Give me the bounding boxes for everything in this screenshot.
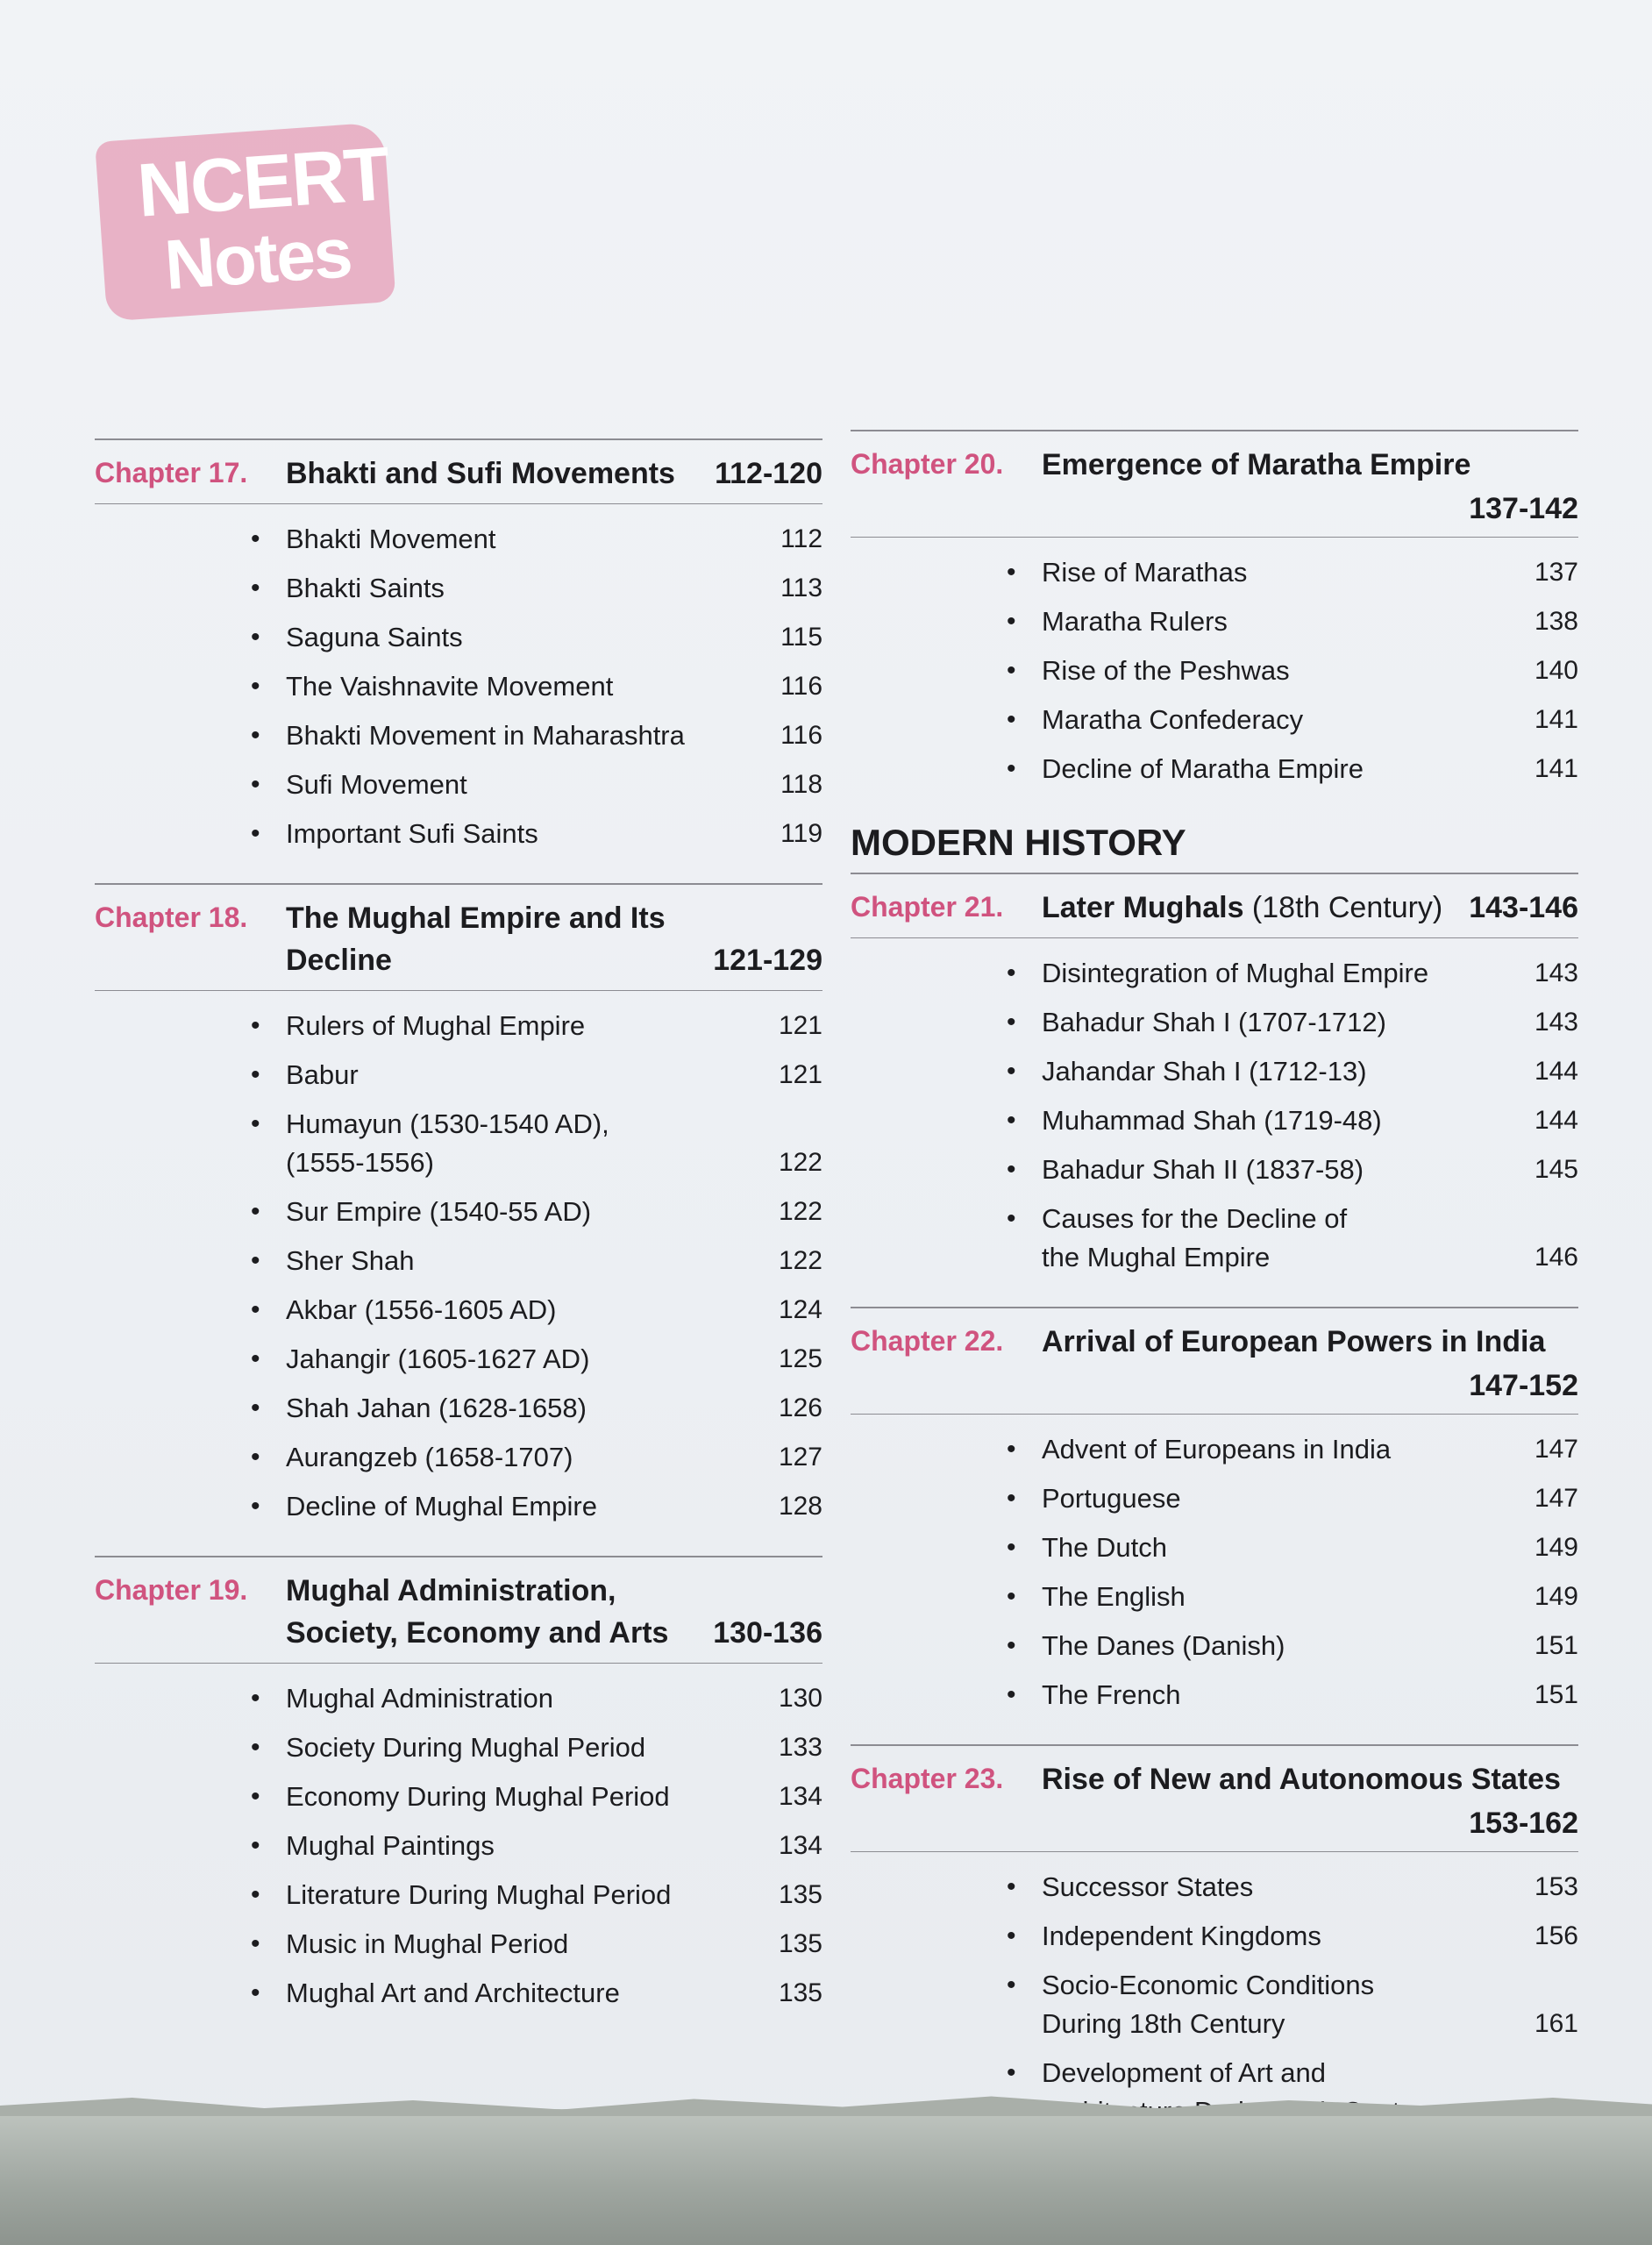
section-title: MODERN HISTORY bbox=[851, 822, 1186, 863]
list-item bbox=[251, 662, 822, 711]
chapter-title: Bhakti and Sufi Movements bbox=[286, 457, 675, 490]
topic-page: 153 bbox=[1534, 1872, 1578, 1901]
list-item bbox=[1007, 1194, 1578, 1282]
chapter-23 bbox=[851, 1744, 1578, 2136]
topic-text: Maratha Rulers bbox=[1042, 606, 1228, 637]
bullet-icon: • bbox=[251, 1011, 260, 1040]
bottom-torn-edge bbox=[0, 2109, 1652, 2245]
topic-page: 119 bbox=[780, 819, 822, 848]
topic-text: Jahangir (1605-1627 AD) bbox=[286, 1343, 590, 1374]
topic-page: 125 bbox=[778, 1344, 822, 1373]
chapter-pages: 153-162 bbox=[1469, 1807, 1578, 1840]
topic-page: 151 bbox=[1534, 1680, 1578, 1709]
topic-page: 149 bbox=[1534, 1533, 1578, 1562]
topic-page: 143 bbox=[1534, 1008, 1578, 1037]
list-item bbox=[1007, 597, 1578, 646]
topic-text: Independent Kingdoms bbox=[1042, 1921, 1321, 1951]
topic-page: 122 bbox=[778, 1197, 822, 1226]
topic-page: 151 bbox=[1534, 1631, 1578, 1660]
list-item bbox=[1007, 745, 1578, 794]
chapter-17 bbox=[95, 438, 822, 859]
list-item bbox=[1007, 1912, 1578, 1961]
bullet-icon: • bbox=[1007, 656, 1016, 685]
bullet-icon: • bbox=[251, 524, 260, 553]
topic-text: Humayun (1530-1540 AD), (1555-1556) bbox=[286, 1108, 609, 1178]
chapter-header bbox=[95, 1570, 822, 1664]
chapter-pages: 143-146 bbox=[1469, 891, 1578, 924]
chapter-header bbox=[851, 444, 1578, 538]
bullet-icon: • bbox=[1007, 1533, 1016, 1562]
bullet-icon: • bbox=[251, 819, 260, 848]
chapter-title: Rise of New and Autonomous States bbox=[1042, 1763, 1561, 1796]
chapter-pages: 130-136 bbox=[713, 1616, 822, 1650]
bullet-icon: • bbox=[1007, 1484, 1016, 1513]
topic-page: 122 bbox=[778, 1148, 822, 1177]
topic-text: Bhakti Movement in Maharashtra bbox=[286, 720, 685, 751]
topic-page: 149 bbox=[1534, 1582, 1578, 1611]
bullet-icon: • bbox=[251, 1393, 260, 1422]
chapter-header bbox=[95, 453, 822, 504]
list-item bbox=[1007, 1047, 1578, 1096]
topic-text: The Danes (Danish) bbox=[1042, 1630, 1285, 1661]
topic-list bbox=[851, 949, 1578, 1282]
list-item bbox=[251, 1384, 822, 1433]
bullet-icon: • bbox=[251, 623, 260, 652]
topic-page: 143 bbox=[1534, 959, 1578, 987]
topic-text: Aurangzeb (1658-1707) bbox=[286, 1442, 573, 1472]
chapter-title-light: (18th Century) bbox=[1243, 891, 1443, 924]
chapter-title: Arrival of European Powers in India bbox=[1042, 1325, 1546, 1358]
topic-page: 113 bbox=[780, 574, 822, 602]
topic-text: Disintegration of Mughal Empire bbox=[1042, 958, 1429, 988]
topic-list bbox=[851, 548, 1578, 794]
topic-page: 141 bbox=[1534, 705, 1578, 734]
topic-text: Society During Mughal Period bbox=[286, 1732, 646, 1763]
topic-text: Babur bbox=[286, 1059, 359, 1090]
bullet-icon: • bbox=[1007, 2058, 1016, 2087]
bullet-icon: • bbox=[251, 1295, 260, 1324]
topic-text: Rise of Marathas bbox=[1042, 557, 1248, 588]
topic-text: Shah Jahan (1628-1658) bbox=[286, 1393, 587, 1423]
topic-page: 121 bbox=[778, 1060, 822, 1089]
topic-page: 144 bbox=[1534, 1106, 1578, 1135]
chapter-pages: 121-129 bbox=[713, 944, 822, 977]
chapter-title: Mughal Administration, Society, Economy and Arts bbox=[286, 1574, 669, 1650]
bullet-icon: • bbox=[1007, 705, 1016, 734]
bullet-icon: • bbox=[1007, 1204, 1016, 1233]
list-item bbox=[1007, 1096, 1578, 1145]
topic-text: Important Sufi Saints bbox=[286, 818, 538, 849]
right-column bbox=[851, 430, 1578, 2136]
list-item bbox=[251, 1674, 822, 1723]
list-item bbox=[251, 1187, 822, 1237]
list-item bbox=[251, 760, 822, 809]
topic-text: The Vaishnavite Movement bbox=[286, 671, 614, 702]
topic-page: 147 bbox=[1534, 1435, 1578, 1464]
chapter-20 bbox=[851, 430, 1578, 794]
topic-page: 127 bbox=[778, 1443, 822, 1472]
chapter-number: Chapter 21. bbox=[851, 891, 1004, 923]
topic-text: Portuguese bbox=[1042, 1483, 1181, 1514]
list-item bbox=[251, 1871, 822, 1920]
list-item bbox=[1007, 646, 1578, 695]
topic-page: 134 bbox=[778, 1782, 822, 1811]
topic-text: Music in Mughal Period bbox=[286, 1928, 569, 1959]
topic-page: 144 bbox=[1534, 1057, 1578, 1086]
bullet-icon: • bbox=[1007, 959, 1016, 987]
logo-line-1: NCERT bbox=[134, 131, 391, 233]
topic-page: 118 bbox=[780, 770, 822, 799]
list-item bbox=[251, 1051, 822, 1100]
chapter-pages: 137-142 bbox=[1469, 492, 1578, 525]
topic-text: The English bbox=[1042, 1581, 1186, 1612]
list-item bbox=[251, 1433, 822, 1482]
topic-text: Mughal Art and Architecture bbox=[286, 1978, 620, 2008]
chapter-pages: 147-152 bbox=[1469, 1369, 1578, 1402]
topic-text: Decline of Maratha Empire bbox=[1042, 753, 1364, 784]
topic-text: Sufi Movement bbox=[286, 769, 467, 800]
list-item bbox=[251, 1001, 822, 1051]
topic-page: 116 bbox=[780, 721, 822, 750]
topic-page: 135 bbox=[778, 1978, 822, 2007]
topic-text: Causes for the Decline of the Mughal Empire bbox=[1042, 1203, 1348, 1272]
bullet-icon: • bbox=[1007, 1872, 1016, 1901]
topic-list bbox=[851, 1425, 1578, 1720]
bullet-icon: • bbox=[251, 574, 260, 602]
list-item bbox=[251, 564, 822, 613]
topic-list bbox=[95, 1674, 822, 2018]
chapter-21 bbox=[851, 873, 1578, 1282]
topic-page: 141 bbox=[1534, 754, 1578, 783]
topic-text: The Dutch bbox=[1042, 1532, 1168, 1563]
topic-page: 116 bbox=[780, 672, 822, 701]
list-item bbox=[1007, 548, 1578, 597]
bullet-icon: • bbox=[1007, 1582, 1016, 1611]
list-item bbox=[251, 1969, 822, 2018]
topic-list bbox=[851, 1863, 1578, 2136]
list-item bbox=[251, 1100, 822, 1187]
topic-text: Successor States bbox=[1042, 1871, 1254, 1902]
chapter-header bbox=[851, 1321, 1578, 1415]
topic-list bbox=[95, 1001, 822, 1531]
logo-line-2: Notes bbox=[161, 213, 353, 304]
list-item bbox=[251, 613, 822, 662]
chapter-header bbox=[95, 897, 822, 991]
topic-text: Sur Empire (1540-55 AD) bbox=[286, 1196, 592, 1227]
bullet-icon: • bbox=[1007, 1155, 1016, 1184]
chapter-18 bbox=[95, 883, 822, 1531]
topic-page: 130 bbox=[778, 1684, 822, 1713]
topic-list bbox=[95, 515, 822, 859]
bullet-icon: • bbox=[251, 1344, 260, 1373]
topic-text: Decline of Mughal Empire bbox=[286, 1491, 597, 1522]
bullet-icon: • bbox=[251, 1197, 260, 1226]
bullet-icon: • bbox=[251, 1246, 260, 1275]
topic-page: 161 bbox=[1534, 2009, 1578, 2038]
topic-text: Bahadur Shah II (1837-58) bbox=[1042, 1154, 1364, 1185]
bullet-icon: • bbox=[1007, 1921, 1016, 1950]
chapter-number: Chapter 20. bbox=[851, 448, 1004, 480]
bullet-icon: • bbox=[1007, 754, 1016, 783]
bullet-icon: • bbox=[251, 1443, 260, 1472]
list-item bbox=[251, 1482, 822, 1531]
topic-page: 124 bbox=[778, 1295, 822, 1324]
list-item bbox=[1007, 1425, 1578, 1474]
topic-page: 135 bbox=[778, 1929, 822, 1958]
topic-text: Literature During Mughal Period bbox=[286, 1879, 672, 1910]
bullet-icon: • bbox=[251, 770, 260, 799]
topic-text: Socio-Economic Conditions During 18th Century bbox=[1042, 1970, 1375, 2039]
topic-text: Jahandar Shah I (1712-13) bbox=[1042, 1056, 1367, 1087]
bullet-icon: • bbox=[1007, 1971, 1016, 1999]
list-item bbox=[251, 1237, 822, 1286]
topic-page: 140 bbox=[1534, 656, 1578, 685]
left-column bbox=[95, 438, 822, 2018]
list-item bbox=[1007, 1145, 1578, 1194]
bullet-icon: • bbox=[251, 721, 260, 750]
list-item bbox=[251, 809, 822, 859]
topic-page: 112 bbox=[780, 524, 822, 553]
bullet-icon: • bbox=[251, 1109, 260, 1138]
chapter-title: Emergence of Maratha Empire bbox=[1042, 448, 1471, 481]
chapter-header bbox=[851, 887, 1578, 938]
topic-text: Muhammad Shah (1719-48) bbox=[1042, 1105, 1382, 1136]
topic-text: Development of Art and bbox=[1042, 2057, 1326, 2088]
chapter-title: The Mughal Empire and Its Decline bbox=[286, 902, 666, 977]
bullet-icon: • bbox=[1007, 1057, 1016, 1086]
topic-text: Akbar (1556-1605 AD) bbox=[286, 1294, 557, 1325]
bullet-icon: • bbox=[251, 1880, 260, 1909]
list-item bbox=[251, 1772, 822, 1821]
list-item bbox=[251, 711, 822, 760]
list-item bbox=[1007, 949, 1578, 998]
chapter-title-bold: Later Mughals bbox=[1042, 891, 1244, 924]
topic-text: Sher Shah bbox=[286, 1245, 415, 1276]
list-item bbox=[251, 1821, 822, 1871]
topic-page: 126 bbox=[778, 1393, 822, 1422]
list-item bbox=[1007, 1961, 1578, 2049]
topic-text: Economy During Mughal Period bbox=[286, 1781, 670, 1812]
chapter-number: Chapter 23. bbox=[851, 1763, 1004, 1794]
chapter-19 bbox=[95, 1556, 822, 2018]
list-item bbox=[1007, 1863, 1578, 1912]
chapter-number: Chapter 18. bbox=[95, 902, 248, 933]
bullet-icon: • bbox=[1007, 1631, 1016, 1660]
bullet-icon: • bbox=[1007, 1106, 1016, 1135]
bullet-icon: • bbox=[251, 1733, 260, 1762]
topic-page: 135 bbox=[778, 1880, 822, 1909]
topic-text: Rise of the Peshwas bbox=[1042, 655, 1290, 686]
bullet-icon: • bbox=[251, 1492, 260, 1521]
topic-page: 134 bbox=[778, 1831, 822, 1860]
topic-text: Saguna Saints bbox=[286, 622, 463, 652]
list-item bbox=[251, 1335, 822, 1384]
topic-page: 137 bbox=[1534, 558, 1578, 587]
list-item bbox=[1007, 695, 1578, 745]
topic-page: 115 bbox=[780, 623, 822, 652]
list-item bbox=[1007, 1523, 1578, 1572]
topic-text: Rulers of Mughal Empire bbox=[286, 1010, 586, 1041]
topic-text: The French bbox=[1042, 1679, 1181, 1710]
bullet-icon: • bbox=[251, 1978, 260, 2007]
topic-text: Mughal Paintings bbox=[286, 1830, 495, 1861]
list-item bbox=[251, 515, 822, 564]
bullet-icon: • bbox=[251, 1929, 260, 1958]
topic-page: 128 bbox=[778, 1492, 822, 1521]
topic-page: 147 bbox=[1534, 1484, 1578, 1513]
topic-page: 145 bbox=[1534, 1155, 1578, 1184]
list-item bbox=[1007, 1621, 1578, 1671]
list-item bbox=[1007, 1572, 1578, 1621]
topic-page: 122 bbox=[778, 1246, 822, 1275]
bullet-icon: • bbox=[251, 1684, 260, 1713]
bullet-icon: • bbox=[1007, 1680, 1016, 1709]
bullet-icon: • bbox=[251, 1782, 260, 1811]
topic-text: Bhakti Saints bbox=[286, 573, 445, 603]
chapter-title bbox=[1042, 887, 1469, 929]
topic-page: 121 bbox=[778, 1011, 822, 1040]
chapter-22 bbox=[851, 1307, 1578, 1720]
bullet-icon: • bbox=[251, 672, 260, 701]
list-item bbox=[1007, 1474, 1578, 1523]
bullet-icon: • bbox=[1007, 1435, 1016, 1464]
ncert-notes-logo bbox=[85, 112, 414, 336]
list-item bbox=[251, 1920, 822, 1969]
chapter-number: Chapter 17. bbox=[95, 457, 248, 488]
topic-page: 138 bbox=[1534, 607, 1578, 636]
topic-text: Advent of Europeans in India bbox=[1042, 1434, 1392, 1465]
list-item bbox=[251, 1723, 822, 1772]
bullet-icon: • bbox=[1007, 607, 1016, 636]
chapter-number: Chapter 19. bbox=[95, 1574, 248, 1606]
topic-page: 133 bbox=[778, 1733, 822, 1762]
topic-page: 156 bbox=[1534, 1921, 1578, 1950]
topic-text: Bhakti Movement bbox=[286, 524, 496, 554]
bullet-icon: • bbox=[1007, 558, 1016, 587]
topic-text: Maratha Confederacy bbox=[1042, 704, 1304, 735]
chapter-header bbox=[851, 1758, 1578, 1852]
list-item bbox=[251, 1286, 822, 1335]
bullet-icon: • bbox=[251, 1831, 260, 1860]
topic-text: Bahadur Shah I (1707-1712) bbox=[1042, 1007, 1386, 1037]
list-item bbox=[1007, 1671, 1578, 1720]
list-item bbox=[1007, 998, 1578, 1047]
topic-page: 146 bbox=[1534, 1243, 1578, 1272]
bullet-icon: • bbox=[251, 1060, 260, 1089]
bullet-icon: • bbox=[1007, 1008, 1016, 1037]
chapter-pages: 112-120 bbox=[715, 457, 822, 490]
chapter-number: Chapter 22. bbox=[851, 1325, 1004, 1357]
topic-text: Mughal Administration bbox=[286, 1683, 553, 1714]
